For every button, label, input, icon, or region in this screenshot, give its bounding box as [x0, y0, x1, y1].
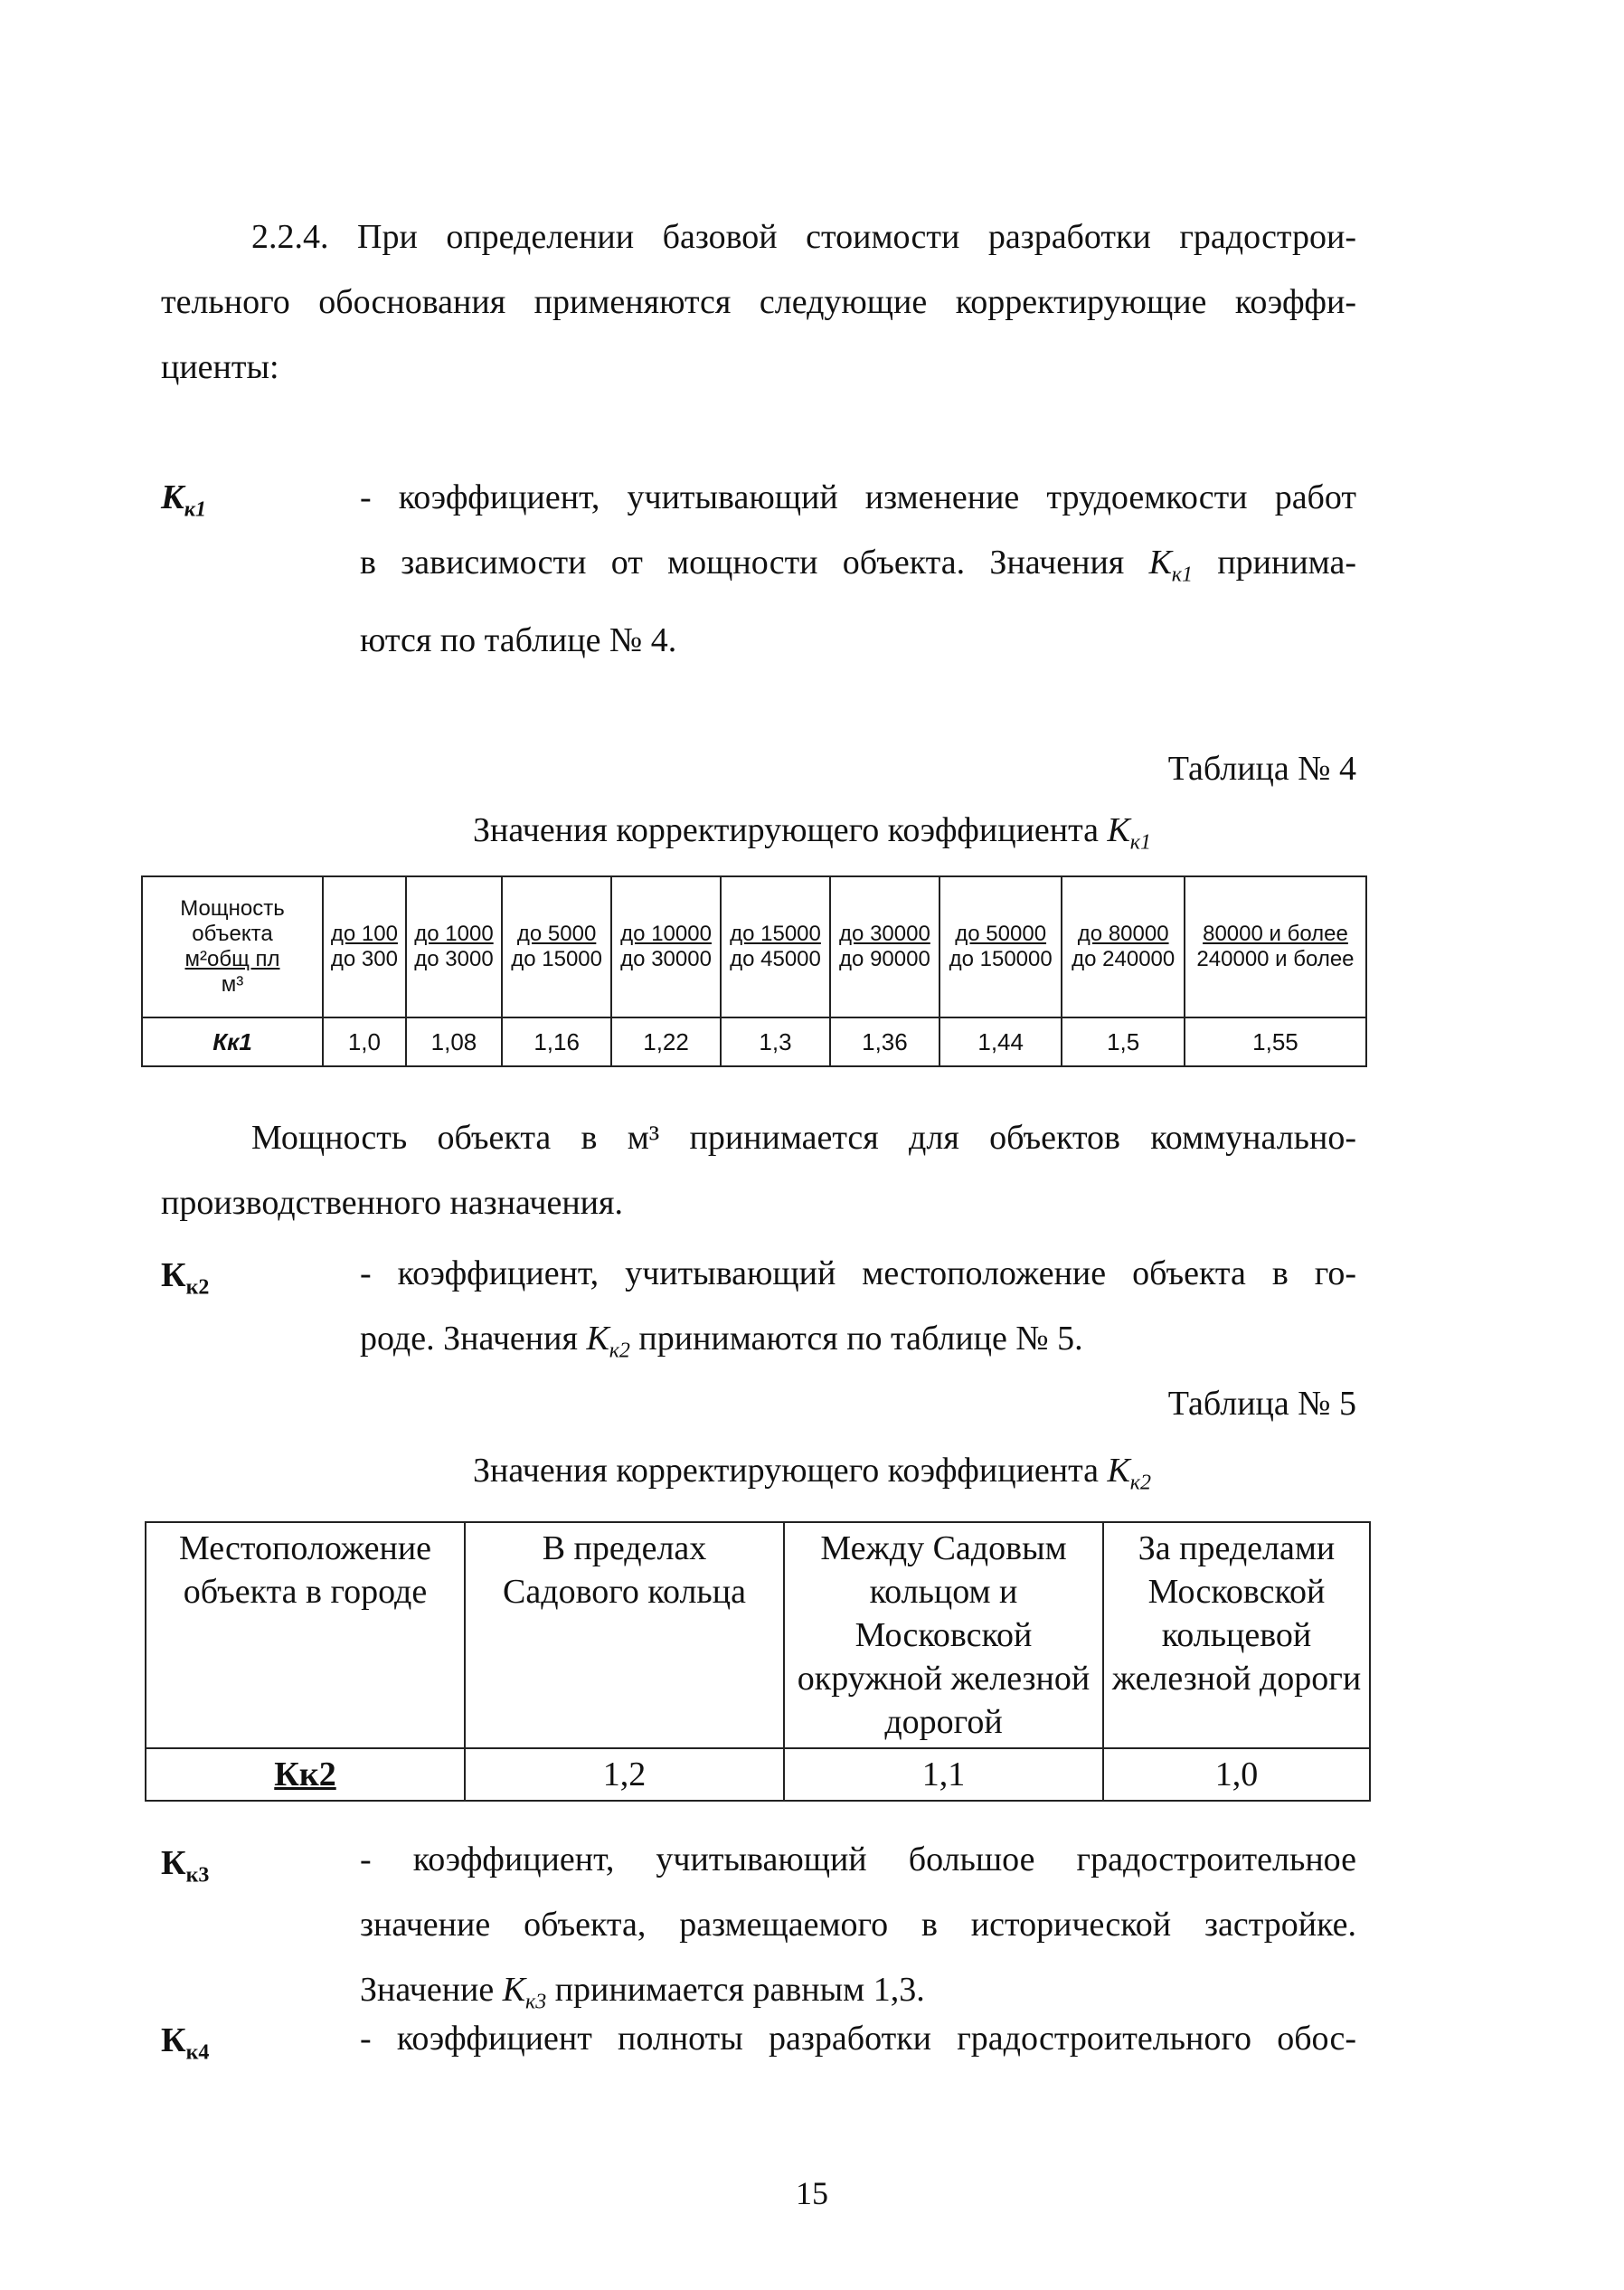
- table5-value-row: [146, 1748, 1370, 1801]
- kk3-line: - коэффициент, учитывающий большое градостроительное: [360, 1841, 1356, 1878]
- power-note-line: производственного назначения.: [161, 1184, 623, 1222]
- table5-header-cell: Между Садовым кольцом и Московской окружной железной дорогой: [784, 1522, 1103, 1748]
- table4-value-cell: 1,08: [406, 1017, 502, 1066]
- kk4-line: - коэффициент полноты разработки градостроительного обос-: [360, 2020, 1356, 2058]
- kk2-description: [360, 1241, 1356, 1384]
- table4-label: Таблица № 4: [1167, 750, 1356, 788]
- table5-value-cell: 1,2: [465, 1748, 784, 1801]
- table4-value-row: [142, 1017, 1366, 1066]
- kk4-description: [360, 2006, 1356, 2071]
- kk3-line: Значение $К_{к3}$ принимается равным 1,3.: [360, 1971, 925, 2014]
- table4: [141, 875, 1367, 1067]
- table4-caption: Значения корректирующего коэффициента $К_{к1}$: [472, 811, 1152, 855]
- kk1-symbol: $К_{к1}$: [161, 478, 206, 522]
- table5-value-cell: 1,0: [1103, 1748, 1370, 1801]
- kk1-line: ются по таблице № 4.: [360, 620, 677, 659]
- table5-header-cell: За пределами Московской кольцевой железной дороги: [1103, 1522, 1370, 1748]
- table4-header-cell: 80000 и более 240000 и более: [1185, 876, 1366, 1017]
- kk4-symbol: $К_{к4}$: [161, 2021, 210, 2065]
- table5-value-cell: 1,1: [784, 1748, 1103, 1801]
- kk3-line: значение объекта, размещаемого в исторической застройке.: [360, 1906, 1356, 1944]
- page-number: 15: [796, 2175, 828, 2211]
- table4-header-cell: до 100 до 300: [323, 876, 406, 1017]
- table4-value-cell: 1,22: [611, 1017, 721, 1066]
- table4-header-cell: до 10000 до 30000: [611, 876, 721, 1017]
- table4-value-cell: 1,5: [1062, 1017, 1185, 1066]
- table4-header-cell: до 30000 до 90000: [830, 876, 939, 1017]
- table5-header-cell: Местоположение объекта в городе: [146, 1522, 465, 1748]
- table4-value-cell: 1,36: [830, 1017, 939, 1066]
- table5: [145, 1521, 1371, 1802]
- table4-header-cell: до 50000 до 150000: [939, 876, 1062, 1017]
- power-note: [161, 1105, 1356, 1235]
- kk2-symbol: $К_{к2}$: [161, 1256, 210, 1300]
- table4-row-label: Кк1: [142, 1017, 323, 1066]
- kk1-line: - коэффициент, учитывающий изменение трудоемкости работ: [360, 478, 1356, 516]
- intro-paragraph: [161, 204, 1356, 400]
- kk2-line: роде. Значения $К_{к2}$ принимаются по таблице № 5.: [360, 1320, 1083, 1363]
- table4-header-cell: до 1000 до 3000: [406, 876, 502, 1017]
- table4-value-cell: 1,55: [1185, 1017, 1366, 1066]
- table4-value-cell: 1,44: [939, 1017, 1062, 1066]
- kk1-line: в зависимости от мощности объекта. Значения $К_{к1}$ принима-: [360, 544, 1356, 587]
- table5-caption: Значения корректирующего коэффициента $К_{к2}$: [472, 1452, 1152, 1495]
- table5-row-label: Кк2: [146, 1748, 465, 1801]
- table4-value-cell: 1,3: [721, 1017, 830, 1066]
- power-note-line: Мощность объекта в м³ принимается для объектов коммунально-: [251, 1119, 1356, 1157]
- table4-header-cell: до 5000 до 15000: [502, 876, 611, 1017]
- table4-header-cell: до 80000 до 240000: [1062, 876, 1185, 1017]
- intro-line: 2.2.4. При определении базовой стоимости разработки градострои-: [251, 218, 1356, 256]
- intro-line: тельного обоснования применяются следующие корректирующие коэффи-: [161, 283, 1356, 321]
- table4-header-cell: до 15000 до 45000: [721, 876, 830, 1017]
- kk3-description: [360, 1827, 1356, 2035]
- table5-header-cell: В пределах Садового кольца: [465, 1522, 784, 1748]
- table4-header-first: Мощность объекта м²общ пл м³: [142, 876, 323, 1017]
- intro-line: циенты:: [161, 348, 279, 386]
- table5-header-row: [146, 1522, 1370, 1748]
- kk3-symbol: $К_{к3}$: [161, 1844, 210, 1888]
- table4-header-row: [142, 876, 1366, 1017]
- table4-value-cell: 1,16: [502, 1017, 611, 1066]
- kk2-line: - коэффициент, учитывающий местоположение объекта в го-: [360, 1254, 1356, 1292]
- table4-value-cell: 1,0: [323, 1017, 406, 1066]
- table5-label: Таблица № 5: [1167, 1385, 1356, 1423]
- kk1-description: [360, 465, 1356, 673]
